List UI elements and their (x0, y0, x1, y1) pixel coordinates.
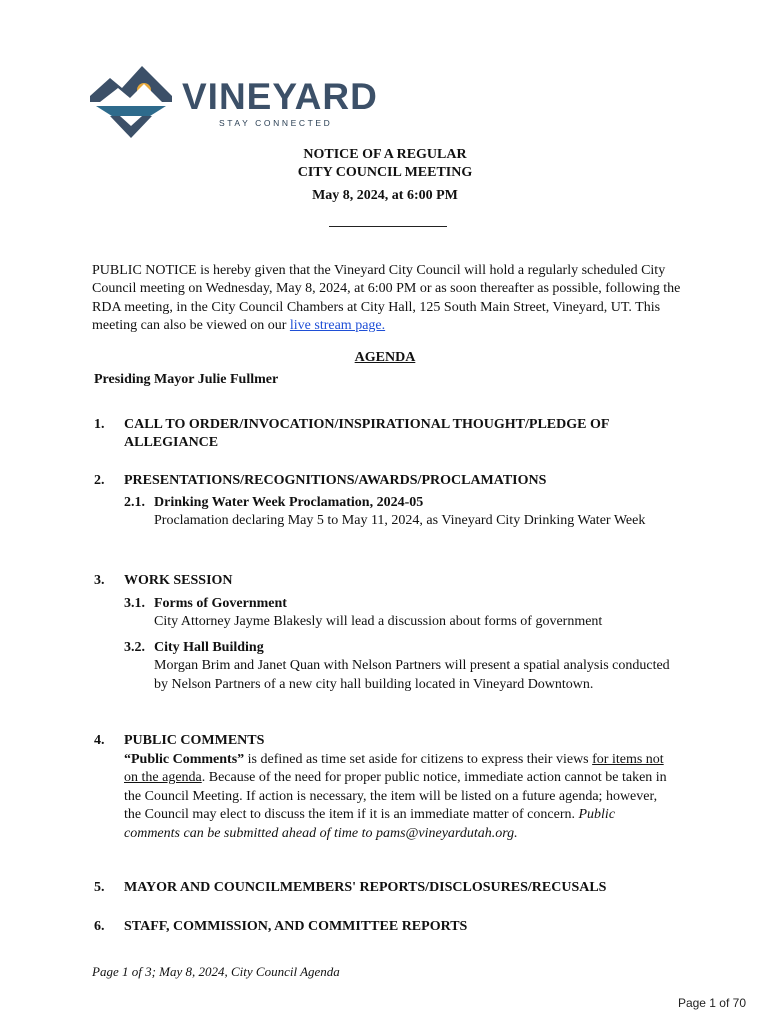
public-comments-term: “Public Comments” (124, 752, 245, 767)
subitem-title-text: Forms of Government (154, 596, 287, 611)
agenda-item-number: 2. (94, 473, 105, 488)
subitem-number: 3.2. (124, 640, 145, 655)
agenda-page-footer: Page 1 of 3; May 8, 2024, City Council Agenda (92, 964, 340, 979)
public-comments-underlined: for items not on the agenda (124, 752, 664, 786)
subitem-number: 2.1. (124, 495, 145, 510)
subitem-title (124, 639, 684, 657)
public-comments-description (124, 751, 674, 843)
agenda-item-title: STAFF, COMMISSION, AND COMMITTEE REPORTS (124, 919, 468, 934)
notice-heading-line-2: CITY COUNCIL MEETING (297, 165, 473, 180)
vineyard-logo (90, 66, 380, 138)
agenda-subitem-3-1 (124, 595, 684, 632)
subitem-description: Morgan Brim and Janet Quan with Nelson Partners will present a spatial analysis conducted by Nelson Partners of a new city hall building located in Vineyard Downtown. (154, 658, 670, 692)
subitem-title-text: Drinking Water Week Proclamation, 2024-05 (154, 495, 424, 510)
agenda-subitem-2-1 (124, 494, 684, 531)
logo-tagline: STAY CONNECTED (219, 118, 333, 128)
subitem-title (124, 494, 684, 512)
agenda-item-title: CALL TO ORDER/INVOCATION/INSPIRATIONAL THOUGHT/PLEDGE OF ALLEGIANCE (124, 417, 609, 451)
subitem-title-text: City Hall Building (154, 640, 264, 655)
agenda-item-number: 3. (94, 573, 105, 588)
public-notice-paragraph (92, 262, 682, 335)
subitem-description: Proclamation declaring May 5 to May 11, 2024, as Vineyard City Drinking Water Week (154, 513, 646, 529)
agenda-item-number: 1. (94, 417, 105, 432)
public-notice-text: PUBLIC NOTICE is hereby given that the Vineyard City Council will hold a regularly scheduled City Council meeting on Wednesday, May 8, 2024, at 6:00 PM or as soon thereafter as possible, following the RDA meeting, in the City Council Chambers at City Hall, 125 South Main Street, Vineyard, UT. This meeting can also be viewed on our (92, 263, 681, 333)
heading-divider (329, 226, 447, 227)
agenda-item-number: 5. (94, 880, 105, 895)
agenda-subitem-3-2 (124, 639, 684, 694)
vineyard-mountain-mark-icon (90, 66, 172, 138)
subitem-number: 3.1. (124, 596, 145, 611)
agenda-item-title: PRESENTATIONS/RECOGNITIONS/AWARDS/PROCLAMATIONS (124, 473, 547, 488)
live-stream-link[interactable]: live stream page. (289, 317, 386, 333)
logo-wordmark: VINEYARD (182, 76, 378, 117)
agenda-title: AGENDA (354, 350, 416, 365)
public-comments-text-2: . Because of the need for proper public notice, immediate action cannot be taken in the Council Meeting. If action is necessary, the item will be listed on a future agenda; however, the Council may elect to discuss the item if it is an immediate matter of concern. (124, 770, 667, 823)
meeting-date-heading: May 8, 2024, at 6:00 PM (312, 188, 458, 203)
page-counter: Page 1 of 70 (677, 996, 746, 1010)
public-comments-text-1: is defined as time set aside for citizens to express their views (244, 752, 593, 767)
public-comments-submission-note: Public comments can be submitted ahead of time to pams@vineyardutah.org. (124, 807, 616, 841)
agenda-item-title: WORK SESSION (124, 573, 233, 588)
presiding-officer: Presiding Mayor Julie Fullmer (94, 372, 279, 387)
agenda-item-number: 6. (94, 919, 105, 934)
subitem-title (124, 595, 684, 613)
notice-heading-line-1: NOTICE OF A REGULAR (303, 147, 467, 162)
subitem-description: City Attorney Jayme Blakesly will lead a discussion about forms of government (154, 614, 603, 630)
agenda-item-title: PUBLIC COMMENTS (124, 733, 265, 748)
agenda-item-title: MAYOR AND COUNCILMEMBERS' REPORTS/DISCLOSURES/RECUSALS (124, 880, 607, 895)
agenda-item-number: 4. (94, 733, 105, 748)
